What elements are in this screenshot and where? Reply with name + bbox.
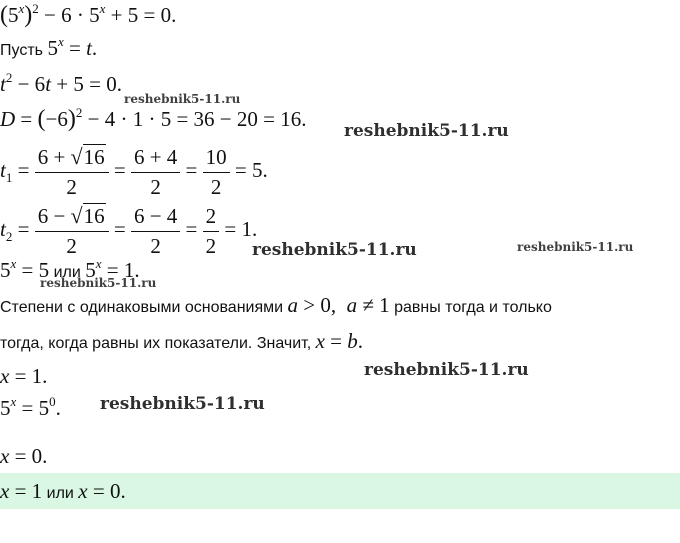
watermark: reshebnik5-11.ru: [364, 360, 529, 380]
final-answer: x = 1 или x = 0.: [0, 479, 126, 503]
root-t1-line: $t_1$ = $\frac{6 + √16}{2}$ = $\frac{6 + 4}{2}$ = $\frac{10}{2}$ = 5.: [0, 144, 268, 199]
watermark: reshebnik5-11.ru: [100, 394, 265, 414]
equation-original: $(5^x)^2 - 6 \cdot 5^x + 5 = 0$.: [0, 1, 177, 28]
or-word: или: [53, 264, 81, 281]
watermark: reshebnik5-11.ru: [40, 276, 157, 290]
quadratic-equation: $t^2 - 6t + 5 = 0$.: [0, 70, 122, 96]
watermark: reshebnik5-11.ru: [517, 240, 634, 254]
watermark: reshebnik5-11.ru: [124, 92, 241, 106]
discriminant-line: $D = (-6)^2 - 4 \cdot 1 \cdot 5 = 36 - 20 = 16$.: [0, 105, 307, 132]
root-t2-line: $t_2$ = $\frac{6 - √16}{2}$ = $\frac{6 - 4}{2}$ = $\frac{2}{2}$ = 1.: [0, 203, 258, 258]
substitution-line: Пусть $5^x = t$.: [0, 34, 98, 60]
solution-x0: x = 0.: [0, 444, 48, 468]
solution-x1: x = 1.: [0, 364, 48, 388]
watermark: reshebnik5-11.ru: [344, 121, 509, 141]
watermark: reshebnik5-11.ru: [252, 240, 417, 260]
rule-text-3: тогда, когда равны их показатели. Значит,: [0, 335, 312, 352]
rule-text-1: Степени с одинаковыми основаниями: [0, 299, 284, 316]
rule-text-2: равны тогда и только: [394, 299, 552, 316]
rule-line-2: тогда, когда равны их показатели. Значит, x = b.: [0, 329, 364, 353]
equation-5x-5-0: $5^x = 5^0$.: [0, 394, 61, 420]
back-substitution-line: $5^x = 5$ или $5^x = 1$.: [0, 256, 140, 282]
rule-line-1: Степени с одинаковыми основаниями a > 0, a ≠ 1 равны тогда и только: [0, 293, 552, 317]
or-word-answer: или: [46, 485, 74, 502]
intro-word: Пусть: [0, 42, 43, 59]
